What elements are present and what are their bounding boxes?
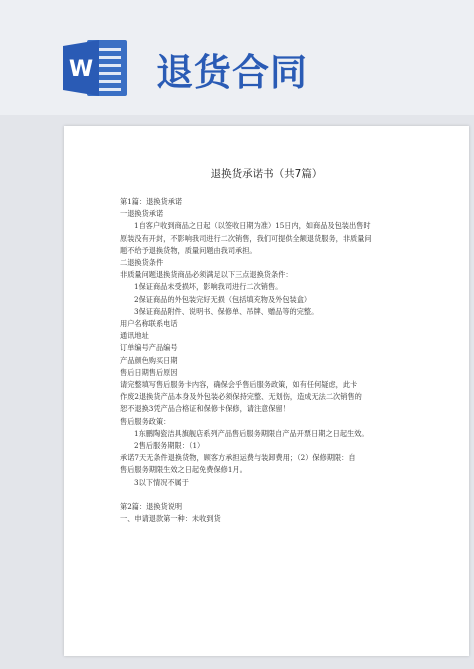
document-line: 用户名称联系电话 xyxy=(120,319,178,329)
document-line: 一、申请退款第一种：未收到货 xyxy=(120,514,221,524)
document-line: 非质量问题退换货商品必须满足以下三点退换货条件： xyxy=(120,270,293,280)
document-line: 1自客户收到商品之日起（以签收日期为准）15日内，如商品及包装出售时 xyxy=(134,221,371,231)
document-line: 3以下情况不属于 xyxy=(134,477,189,487)
document-line: 3保证商品附件、说明书、保修单、吊牌、赠品等的完整。 xyxy=(134,306,319,316)
document-line: 原装没有开封，不影响我司进行二次销售，我们可提供全额退货服务，非质量问 xyxy=(120,233,372,243)
document-line: 作废2退换货产品本身及外包装必须保持完整、无划伤，造成无法二次销售的 xyxy=(120,392,362,402)
document-title: 退换货承诺书（共7篇） xyxy=(210,168,323,180)
document-line: 二退换货条件 xyxy=(120,258,164,268)
document-line: 请完整填写售后服务卡内容，确保会乎售后服务政策，如有任何疑虑，此卡 xyxy=(120,380,358,390)
document-line: 1保证商品未受损坏，影响我司进行二次销售。 xyxy=(134,282,283,292)
document-heading: 退货合同 xyxy=(156,51,308,94)
document-line: 通讯地址 xyxy=(120,331,149,341)
document-line: 2售后服务期限：（1） xyxy=(134,441,205,451)
document-line: 产品颜色购买日期 xyxy=(120,355,178,365)
document-line: 恕不退换3凭产品合格证和保修卡保修，请注意保留！ xyxy=(120,404,290,414)
document-line: 承诺7天无条件退换货物，顾客方承担运费与装卸费用；（2）保修期限：自 xyxy=(120,453,356,463)
word-icon-letter: W xyxy=(68,57,94,82)
document-line: 2保证商品的外包装完好无损（包括填充物及外包装盒） xyxy=(134,294,312,304)
document-line xyxy=(120,489,450,501)
document-line: 第1篇：退换货承诺 xyxy=(120,197,183,206)
document-line: 订单编号产品编号 xyxy=(120,343,178,353)
document-body xyxy=(120,196,450,525)
document-page xyxy=(64,126,469,656)
document-line: 售后日期售后原因 xyxy=(120,367,178,377)
word-document-icon xyxy=(63,38,129,98)
document-line: 第2篇：退换货说明 xyxy=(120,502,183,512)
document-line: 售后服务政策： xyxy=(120,416,171,426)
document-line: 题不给予退换货物，质量问题由我司承担。 xyxy=(120,245,257,255)
document-line: 售后服务期限生效之日起免费保修1月。 xyxy=(120,465,247,475)
page-header xyxy=(0,0,474,115)
document-line: 一退换货承诺 xyxy=(120,209,164,219)
document-line: 1东鹏陶瓷洁具旗舰店系列产品售后服务期限自产品开票日期之日起生效。 xyxy=(134,428,369,438)
